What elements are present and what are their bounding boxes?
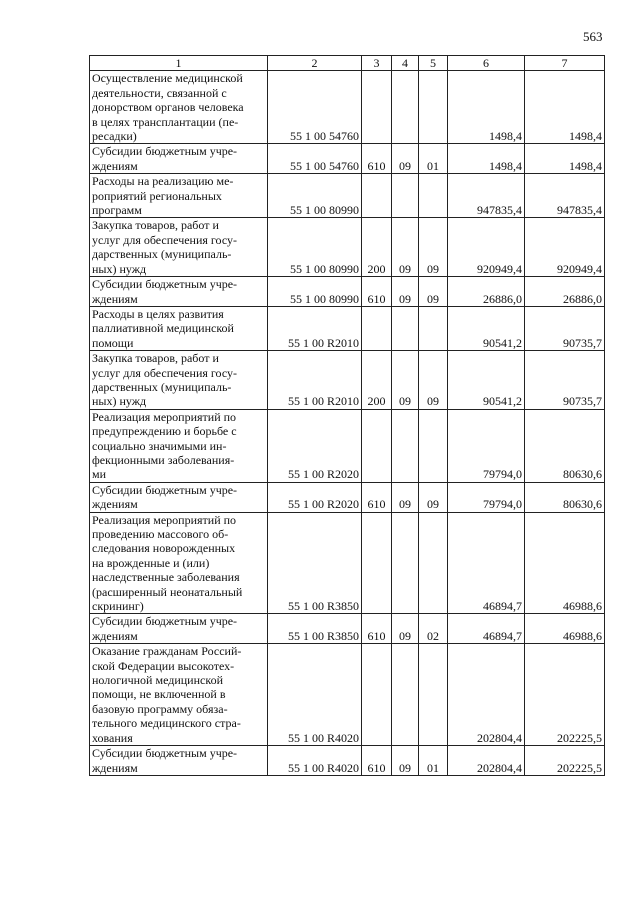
table-row — [90, 614, 605, 644]
description-line: донорством органов человека — [92, 100, 244, 115]
description-line: ждениям — [92, 497, 138, 512]
row-col-3: 200 — [362, 351, 392, 410]
row-code: 55 1 00 80990 — [268, 174, 362, 218]
row-col-5: 09 — [419, 218, 448, 277]
row-code: 55 1 00 R2020 — [268, 409, 362, 482]
row-value-7: 920949,4 — [525, 218, 605, 277]
description-line: ных) нужд — [92, 394, 147, 409]
description-line: предупреждению и борьбе с — [92, 424, 237, 439]
row-value-6: 947835,4 — [448, 174, 525, 218]
row-col-4: 09 — [392, 218, 419, 277]
row-value-6: 79794,0 — [448, 409, 525, 482]
description-line: Оказание гражданам Россий- — [92, 644, 242, 659]
row-col-3: 610 — [362, 614, 392, 644]
description-line: нологичной медицинской — [92, 673, 223, 688]
row-code: 55 1 00 R2010 — [268, 306, 362, 350]
row-col-4: 09 — [392, 746, 419, 776]
row-col-5: 09 — [419, 351, 448, 410]
row-value-6: 1498,4 — [448, 144, 525, 174]
column-header-4: 4 — [392, 56, 419, 71]
description-line: следования новорожденных — [92, 541, 236, 556]
row-col-5: 02 — [419, 614, 448, 644]
row-col-5 — [419, 409, 448, 482]
row-value-6: 202804,4 — [448, 746, 525, 776]
row-col-5 — [419, 644, 448, 746]
row-value-7: 947835,4 — [525, 174, 605, 218]
row-description — [90, 351, 268, 410]
row-col-4 — [392, 174, 419, 218]
row-value-7: 46988,6 — [525, 512, 605, 614]
row-col-4 — [392, 306, 419, 350]
row-value-6: 46894,7 — [448, 614, 525, 644]
row-col-4: 09 — [392, 277, 419, 307]
row-col-3 — [362, 71, 392, 144]
description-line: социально значимыми ин- — [92, 438, 227, 453]
row-description — [90, 614, 268, 644]
row-col-4 — [392, 512, 419, 614]
table-row — [90, 218, 605, 277]
row-col-4: 09 — [392, 144, 419, 174]
budget-table — [89, 55, 605, 776]
description-line: в целях трансплантации (пе- — [92, 114, 239, 129]
description-line: Субсидии бюджетным учре- — [92, 277, 238, 292]
row-col-3: 610 — [362, 144, 392, 174]
description-line: ми — [92, 467, 107, 482]
column-header-3: 3 — [362, 56, 392, 71]
description-line: фекционными заболевания- — [92, 452, 235, 467]
description-line: деятельности, связанной с — [92, 85, 227, 100]
description-line: услуг для обеспечения госу- — [92, 232, 238, 247]
description-line: ждениям — [92, 158, 138, 173]
column-header-7: 7 — [525, 56, 605, 71]
row-value-6: 26886,0 — [448, 277, 525, 307]
table-row — [90, 144, 605, 174]
description-line: дарственных (муниципаль- — [92, 247, 232, 262]
table-row — [90, 746, 605, 776]
row-value-7: 80630,6 — [525, 409, 605, 482]
row-code: 55 1 00 54760 — [268, 144, 362, 174]
description-line: дарственных (муниципаль- — [92, 379, 232, 394]
row-col-3 — [362, 644, 392, 746]
row-col-5: 09 — [419, 482, 448, 512]
description-line: Расходы в целях развития — [92, 306, 224, 321]
description-line: Закупка товаров, работ и — [92, 351, 219, 366]
row-description — [90, 218, 268, 277]
description-line: роприятий региональных — [92, 188, 222, 203]
description-line: Субсидии бюджетным учре- — [92, 614, 238, 629]
row-col-4 — [392, 71, 419, 144]
table-row — [90, 644, 605, 746]
row-code: 55 1 00 R3850 — [268, 512, 362, 614]
row-code: 55 1 00 80990 — [268, 218, 362, 277]
description-line: Осуществление медицинской — [92, 71, 243, 86]
row-col-4 — [392, 409, 419, 482]
row-col-5 — [419, 306, 448, 350]
description-line: помощи — [92, 335, 134, 350]
row-col-5: 01 — [419, 746, 448, 776]
column-header-5: 5 — [419, 56, 448, 71]
row-col-3: 610 — [362, 277, 392, 307]
table-row — [90, 306, 605, 350]
description-line: ждениям — [92, 628, 138, 643]
table-row — [90, 277, 605, 307]
column-header-1: 1 — [90, 56, 268, 71]
row-description — [90, 512, 268, 614]
row-col-3: 610 — [362, 746, 392, 776]
row-value-6: 79794,0 — [448, 482, 525, 512]
row-col-4: 09 — [392, 482, 419, 512]
row-col-5 — [419, 71, 448, 144]
row-value-7: 90735,7 — [525, 306, 605, 350]
row-description — [90, 306, 268, 350]
row-value-7: 1498,4 — [525, 144, 605, 174]
description-line: Расходы на реализацию ме- — [92, 174, 234, 189]
row-col-4: 09 — [392, 351, 419, 410]
row-col-5 — [419, 512, 448, 614]
row-col-3 — [362, 409, 392, 482]
description-line: услуг для обеспечения госу- — [92, 365, 238, 380]
row-col-3: 200 — [362, 218, 392, 277]
row-col-4 — [392, 644, 419, 746]
description-line: (расширенный неонатальный — [92, 584, 243, 599]
row-value-7: 26886,0 — [525, 277, 605, 307]
description-line: помощи, не включенной в — [92, 687, 226, 702]
table-row — [90, 409, 605, 482]
row-code: 55 1 00 R2020 — [268, 482, 362, 512]
row-col-3 — [362, 512, 392, 614]
row-description — [90, 71, 268, 144]
column-header-6: 6 — [448, 56, 525, 71]
page-number: 563 — [583, 29, 603, 44]
row-value-6: 920949,4 — [448, 218, 525, 277]
description-line: проведению массового об- — [92, 527, 229, 541]
description-line: скрининг) — [92, 599, 144, 614]
description-line: Субсидии бюджетным учре- — [92, 144, 238, 159]
row-code: 55 1 00 R4020 — [268, 746, 362, 776]
description-line: ных) нужд — [92, 261, 147, 276]
description-line: программ — [92, 203, 142, 218]
description-line: хования — [92, 730, 133, 745]
description-line: ресадки) — [92, 129, 137, 144]
row-code: 55 1 00 R3850 — [268, 614, 362, 644]
description-line: тельного медицинского стра- — [92, 716, 241, 731]
row-value-7: 202225,5 — [525, 746, 605, 776]
row-value-7: 202225,5 — [525, 644, 605, 746]
row-col-5: 01 — [419, 144, 448, 174]
row-value-7: 90735,7 — [525, 351, 605, 410]
description-line: Субсидии бюджетным учре- — [92, 746, 238, 761]
description-line: ской Федерации высокотех- — [92, 658, 235, 673]
row-col-5: 09 — [419, 277, 448, 307]
row-col-3: 610 — [362, 482, 392, 512]
row-value-7: 1498,4 — [525, 71, 605, 144]
description-line: наследственные заболевания — [92, 570, 240, 585]
row-description — [90, 174, 268, 218]
description-line: ждениям — [92, 760, 138, 775]
row-value-6: 90541,2 — [448, 351, 525, 410]
row-code: 55 1 00 80990 — [268, 277, 362, 307]
row-code: 55 1 00 54760 — [268, 71, 362, 144]
row-value-6: 202804,4 — [448, 644, 525, 746]
row-value-7: 80630,6 — [525, 482, 605, 512]
row-code: 55 1 00 R2010 — [268, 351, 362, 410]
description-line: Реализация мероприятий по — [92, 409, 237, 424]
header-row — [90, 56, 605, 71]
table-row — [90, 174, 605, 218]
row-description — [90, 746, 268, 776]
row-code: 55 1 00 R4020 — [268, 644, 362, 746]
description-line: Закупка товаров, работ и — [92, 218, 219, 233]
description-line: Реализация мероприятий по — [92, 512, 237, 527]
table-row — [90, 71, 605, 144]
row-col-3 — [362, 306, 392, 350]
row-col-4: 09 — [392, 614, 419, 644]
row-value-6: 1498,4 — [448, 71, 525, 144]
row-value-6: 90541,2 — [448, 306, 525, 350]
row-description — [90, 409, 268, 482]
table-row — [90, 512, 605, 614]
row-description — [90, 277, 268, 307]
row-value-7: 46988,6 — [525, 614, 605, 644]
description-line: паллиативной медицинской — [92, 321, 234, 336]
description-line: Субсидии бюджетным учре- — [92, 482, 238, 497]
table-row — [90, 351, 605, 410]
row-description — [90, 144, 268, 174]
column-header-2: 2 — [268, 56, 362, 71]
description-line: базовую программу обяза- — [92, 701, 228, 716]
row-description — [90, 644, 268, 746]
row-col-5 — [419, 174, 448, 218]
description-line: на врожденные и (или) — [92, 555, 210, 570]
row-value-6: 46894,7 — [448, 512, 525, 614]
table-row — [90, 482, 605, 512]
row-description — [90, 482, 268, 512]
row-col-3 — [362, 174, 392, 218]
description-line: ждениям — [92, 291, 138, 306]
